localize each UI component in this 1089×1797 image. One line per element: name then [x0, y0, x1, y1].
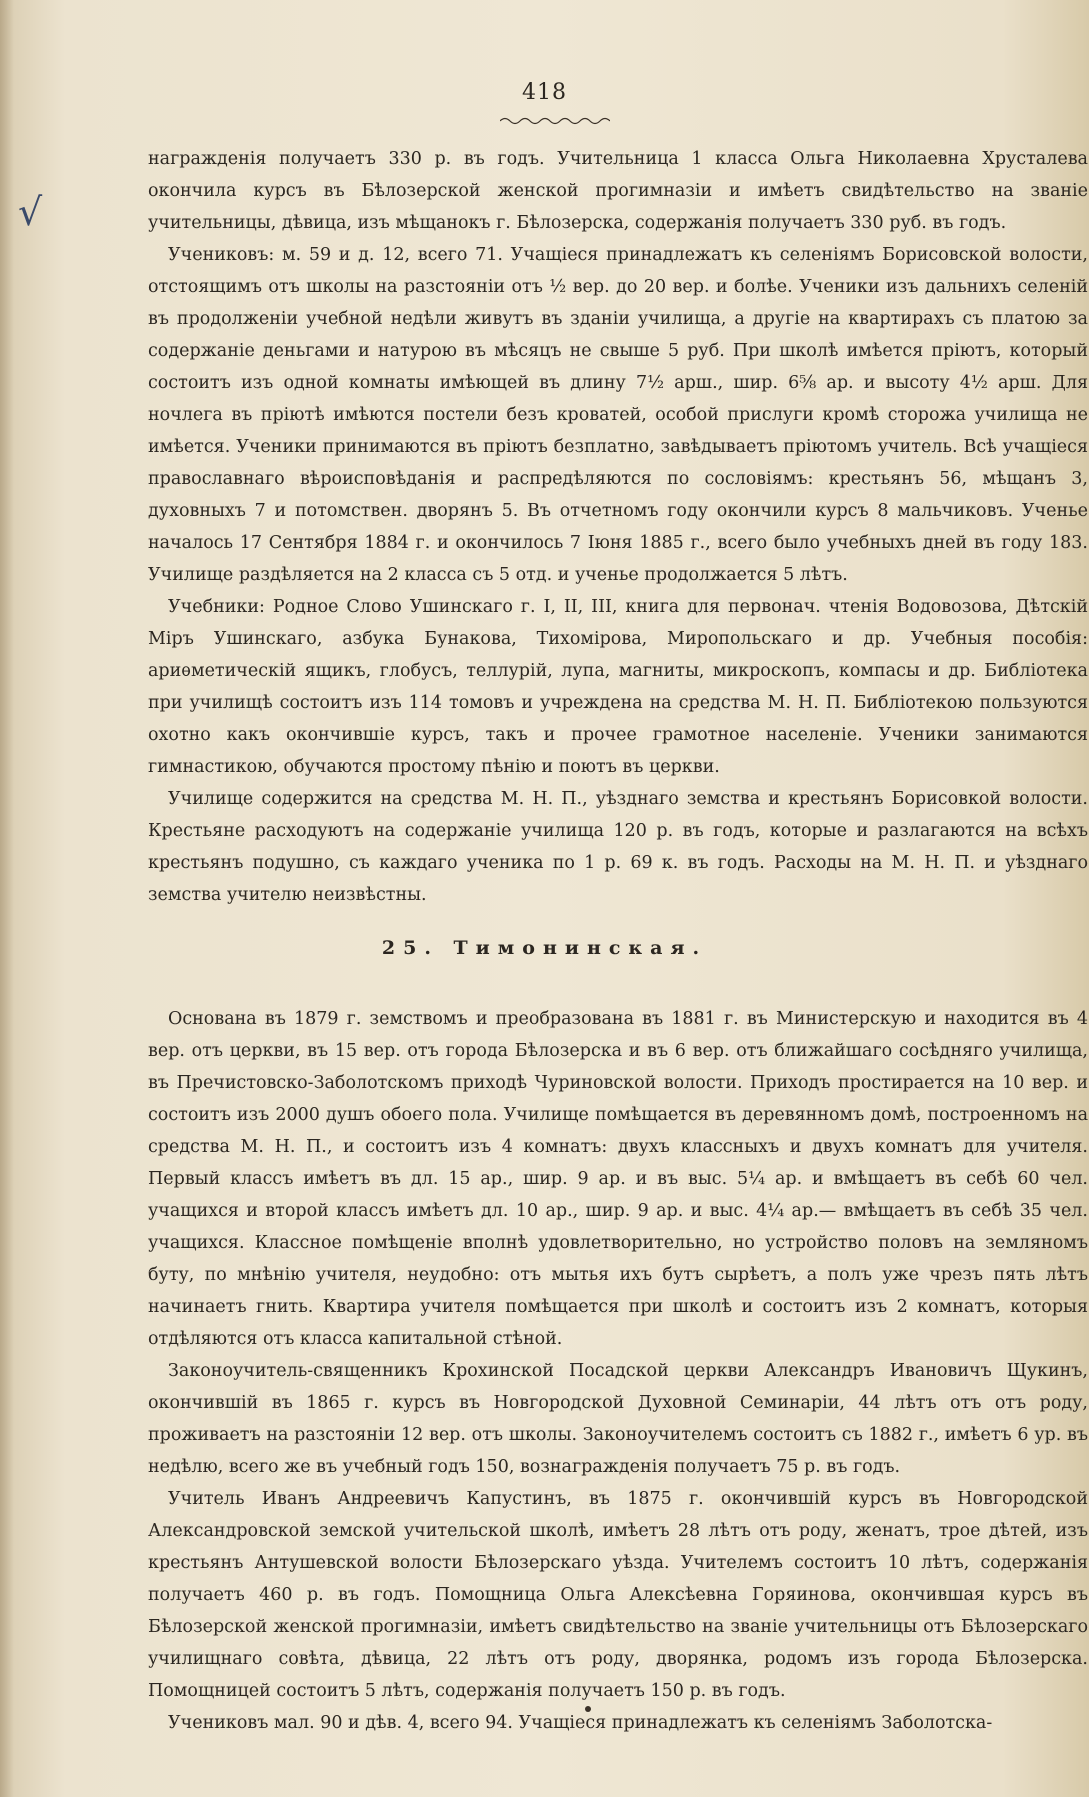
page-number: 418 [522, 80, 567, 105]
paragraph: Учениковъ: м. 59 и д. 12, всего 71. Учащіеся принадлежатъ къ селеніямъ Борисовской волости, отстоящимъ отъ школы на разстояніи отъ ½ вер. до 20 вер. и болѣе. Ученики изъ дальнихъ селеній въ продолженіи учебной недѣли живутъ въ зданіи училища, а другіе на квартирахъ съ платою за содержаніе деньгами и натурою въ мѣсяцъ не свыше 5 руб. При школѣ имѣется пріютъ, который состоитъ изъ одной комнаты имѣющей въ длину 7½ арш., шир. 6⅝ ар. и высоту 4½ арш. Для ночлега въ пріютѣ имѣются постели безъ кроватей, особой прислуги кромѣ сторожа училища не имѣется. Ученики принимаются въ пріютъ безплатно, завѣдываетъ пріютомъ учитель. Всѣ учащіеся православнаго вѣроисповѣданія и распредѣляются по сословіямъ: крестьянъ 56, мѣщанъ 3, духовныхъ 7 и потомствен. дворянъ 5. Въ отчетномъ году окончили курсъ 8 мальчиковъ. Ученье началось 17 Сентября 1884 г. и окончилось 7 Іюня 1885 г., всего было учебныхъ дней въ году 183. Училище раздѣляется на 2 класса съ 5 отд. и ученье продолжается 5 лѣтъ. [148, 245, 1088, 585]
paragraph: Учитель Иванъ Андреевичъ Капустинъ, въ 1875 г. окончившій курсъ въ Новгородской Александровской земской учительской школѣ, имѣетъ 28 лѣтъ отъ роду, женатъ, трое дѣтей, изъ крестьянъ Антушевской волости Бѣлозерскаго уѣзда. Учителемъ состоитъ 10 лѣтъ, содержанія получаетъ 460 р. въ годъ. Помощница Ольга Алексѣевна Горяинова, окончившая курсъ въ Бѣлозерской женской прогимназіи, имѣетъ свидѣтельство на званіе учительницы отъ Бѣлозерскаго училищнаго совѣта, дѣвица, 22 лѣтъ отъ роду, дворянка, родомъ изъ города Бѣлозерска. Помощницей состоитъ 5 лѣтъ, содержанія получаетъ 150 р. въ годъ. [148, 1489, 1088, 1701]
paragraph: Учениковъ мал. 90 и дѣв. 4, всего 94. Учащіеся принадлежатъ къ селеніямъ Заболотска- [168, 1713, 993, 1733]
ink-dot [585, 1706, 591, 1712]
paragraph: Законоучитель-священникъ Крохинской Посадской церкви Александръ Ивановичъ Щукинъ, окончившій въ 1865 г. курсъ въ Новгородской Духовной Семинаріи, 44 лѣтъ отъ отъ роду, проживаетъ на разстояніи 12 вер. отъ школы. Законоучителемъ состоитъ съ 1882 г., имѣетъ 6 ур. въ недѣлю, всего же въ учебный годъ 150, вознагражденія получаетъ 75 р. въ годъ. [148, 1361, 1088, 1477]
page-number-ornament [500, 116, 610, 126]
paragraph: Учебники: Родное Слово Ушинскаго г. I, II, III, книга для первонач. чтенія Водовозова, Дѣтскій Міръ Ушинскаго, азбука Бунакова, Тихомірова, Миропольскаго и др. Учебныя пособія: ариѳметическій ящикъ, глобусъ, теллурій, лупа, магниты, микроскопъ, компасы и др. Библіотека при училищѣ состоитъ изъ 114 томовъ и учреждена на средства М. Н. П. Библіотекою пользуются охотно какъ окончившіе курсъ, такъ и прочее грамотное населеніе. Ученики занимаются гимнастикою, обучаются простому пѣнію и поютъ въ церкви. [148, 597, 1088, 777]
page-binding-shadow [0, 0, 14, 1797]
text-block-bottom [148, 1003, 1088, 1739]
section-heading: 25. Тимонинская. [381, 937, 708, 959]
margin-check-mark: √ [18, 190, 43, 234]
paragraph: Основана въ 1879 г. земствомъ и преобразована въ 1881 г. въ Министерскую и находится въ 4 вер. отъ церкви, въ 15 вер. отъ города Бѣлозерска и въ 6 вер. отъ ближайшаго сосѣдняго училища, въ Пречистовско-Заболотскомъ приходѣ Чуриновской волости. Приходъ простирается на 10 вер. и состоитъ изъ 2000 душъ обоего пола. Училище помѣщается въ деревянномъ домѣ, построенномъ на средства М. Н. П., и состоитъ изъ 4 комнатъ: двухъ классныхъ и двухъ комнатъ для учителя. Первый классъ имѣетъ въ дл. 15 ар., шир. 9 ар. и въ выс. 5¼ ар. и вмѣщаетъ въ себѣ 60 чел. учащихся и второй классъ имѣетъ дл. 10 ар., шир. 9 ар. и выс. 4¼ ар.— вмѣщаетъ въ себѣ 35 чел. учащихся. Классное помѣщеніе вполнѣ удовлетворительно, но устройство половъ на земляномъ буту, по мнѣнію учителя, неудобно: отъ мытья ихъ бутъ сырѣетъ, а полъ уже чрезъ пять лѣтъ начинаетъ гнить. Квартира учителя помѣщается при школѣ и состоитъ изъ 2 комнатъ, которыя отдѣляются отъ класса капитальной стѣной. [148, 1009, 1088, 1349]
paragraph: награжденія получаетъ 330 р. въ годъ. Учительница 1 класса Ольга Николаевна Хрусталева окончила курсъ въ Бѣлозерской женской прогимназіи и имѣетъ свидѣтельство на званіе учительницы, дѣвица, изъ мѣщанокъ г. Бѣлозерска, содержанія получаетъ 330 руб. въ годъ. [148, 149, 1088, 233]
paragraph: Училище содержится на средства М. Н. П., уѣзднаго земства и крестьянъ Борисовкой волости. Крестьяне расходуютъ на содержаніе училища 120 р. въ годъ, которые и разлагаются на всѣхъ крестьянъ подушно, съ каждаго ученика по 1 р. 69 к. въ годъ. Расходы на М. Н. П. и уѣзднаго земства учителю неизвѣстны. [148, 789, 1088, 905]
text-block-top [148, 143, 1088, 911]
